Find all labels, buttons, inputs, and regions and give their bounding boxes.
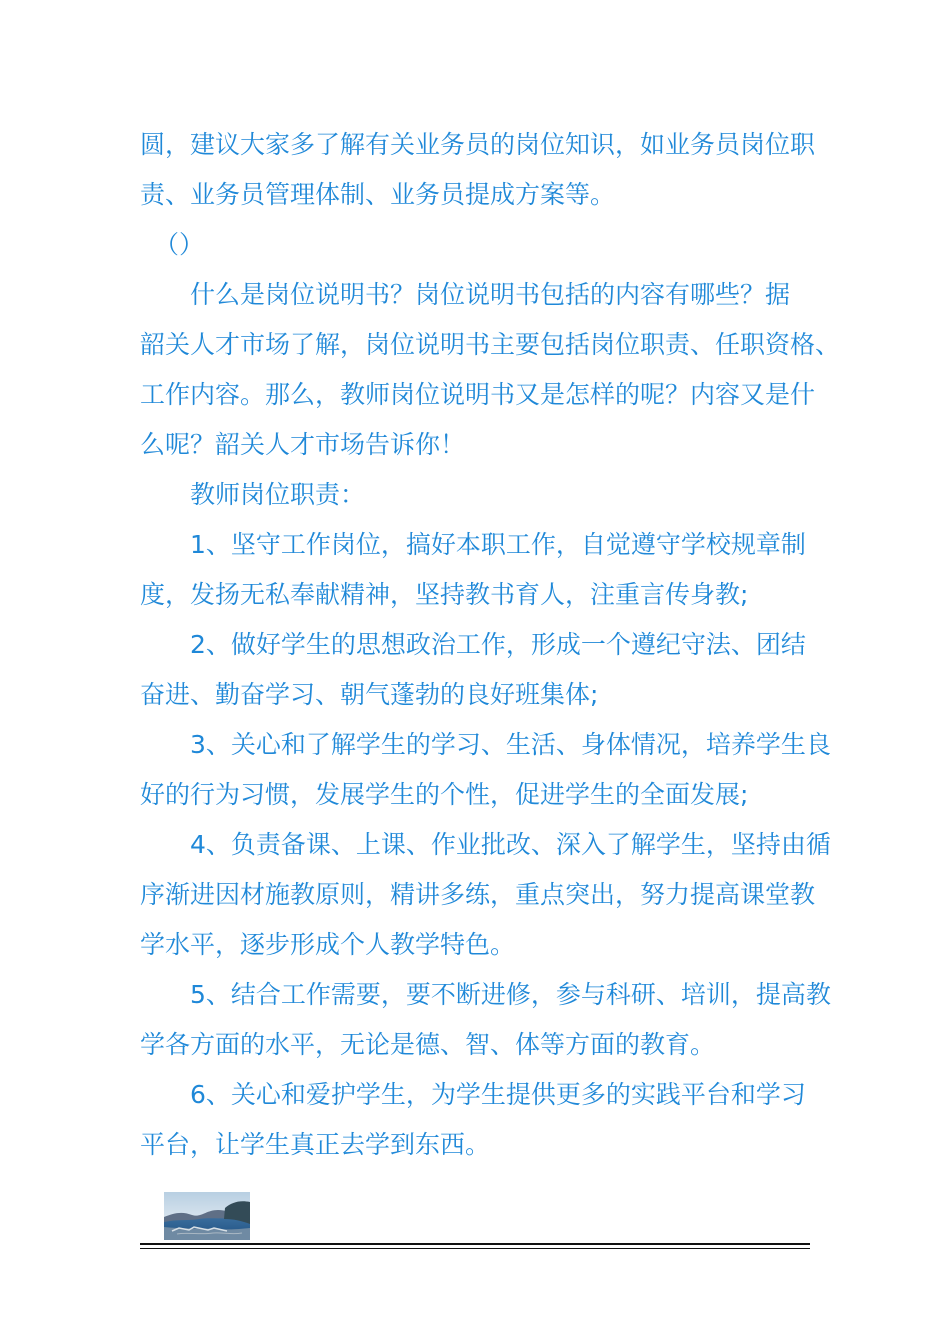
text-line: 工作内容。那么，教师岗位说明书又是怎样的呢？内容又是什: [140, 380, 816, 409]
duty-item-3-start: 3、关心和了解学生的学习、生活、身体情况，培养学生良: [190, 730, 831, 759]
duty-item-4-start: 4、负责备课、上课、作业批改、深入了解学生，坚持由循: [190, 830, 831, 859]
duty-item-2-continuation: 奋进、勤奋学习、朝气蓬勃的良好班集体;: [140, 680, 599, 709]
footer-rule-thin: [140, 1248, 810, 1249]
footer-rule-thick: [140, 1243, 810, 1245]
duty-item-5-continuation: 学各方面的水平，无论是德、智、体等方面的教育。: [140, 1030, 716, 1059]
duty-item-1-continuation: 度，发扬无私奉献精神，坚持教书育人，注重言传身教;: [140, 580, 749, 609]
text-line: 韶关人才市场了解，岗位说明书主要包括岗位职责、任职资格、: [140, 330, 841, 359]
text-line: 责、业务员管理体制、业务员提成方案等。: [140, 180, 616, 209]
duty-item-6-continuation: 平台，让学生真正去学到东西。: [140, 1130, 491, 1159]
duty-item-2-start: 2、做好学生的思想政治工作，形成一个遵纪守法、团结: [190, 630, 806, 659]
duty-item-4-end: 学水平，逐步形成个人教学特色。: [140, 930, 516, 959]
text-line: 圆，建议大家多了解有关业务员的岗位知识，如业务员岗位职: [140, 130, 816, 159]
text-line: 么呢？韶关人才市场告诉你！: [140, 430, 466, 459]
section-heading: 教师岗位职责：: [190, 480, 366, 509]
duty-item-5-start: 5、结合工作需要，要不断进修，参与科研、培训，提高教: [190, 980, 831, 1009]
document-text: [140, 120, 841, 1170]
duty-item-3-continuation: 好的行为习惯，发展学生的个性，促进学生的全面发展;: [140, 780, 749, 809]
paragraph-start: 什么是岗位说明书？岗位说明书包括的内容有哪些？据: [190, 280, 791, 309]
duty-item-1-start: 1、坚守工作岗位，搞好本职工作，自觉遵守学校规章制: [190, 530, 806, 559]
duty-item-4-continuation: 序渐进因材施教原则，精讲多练，重点突出，努力提高课堂教: [140, 880, 816, 909]
duty-item-6-start: 6、关心和爱护学生，为学生提供更多的实践平台和学习: [190, 1080, 806, 1109]
footer-landscape-image: [164, 1192, 250, 1240]
empty-parentheses: （）: [154, 230, 205, 259]
